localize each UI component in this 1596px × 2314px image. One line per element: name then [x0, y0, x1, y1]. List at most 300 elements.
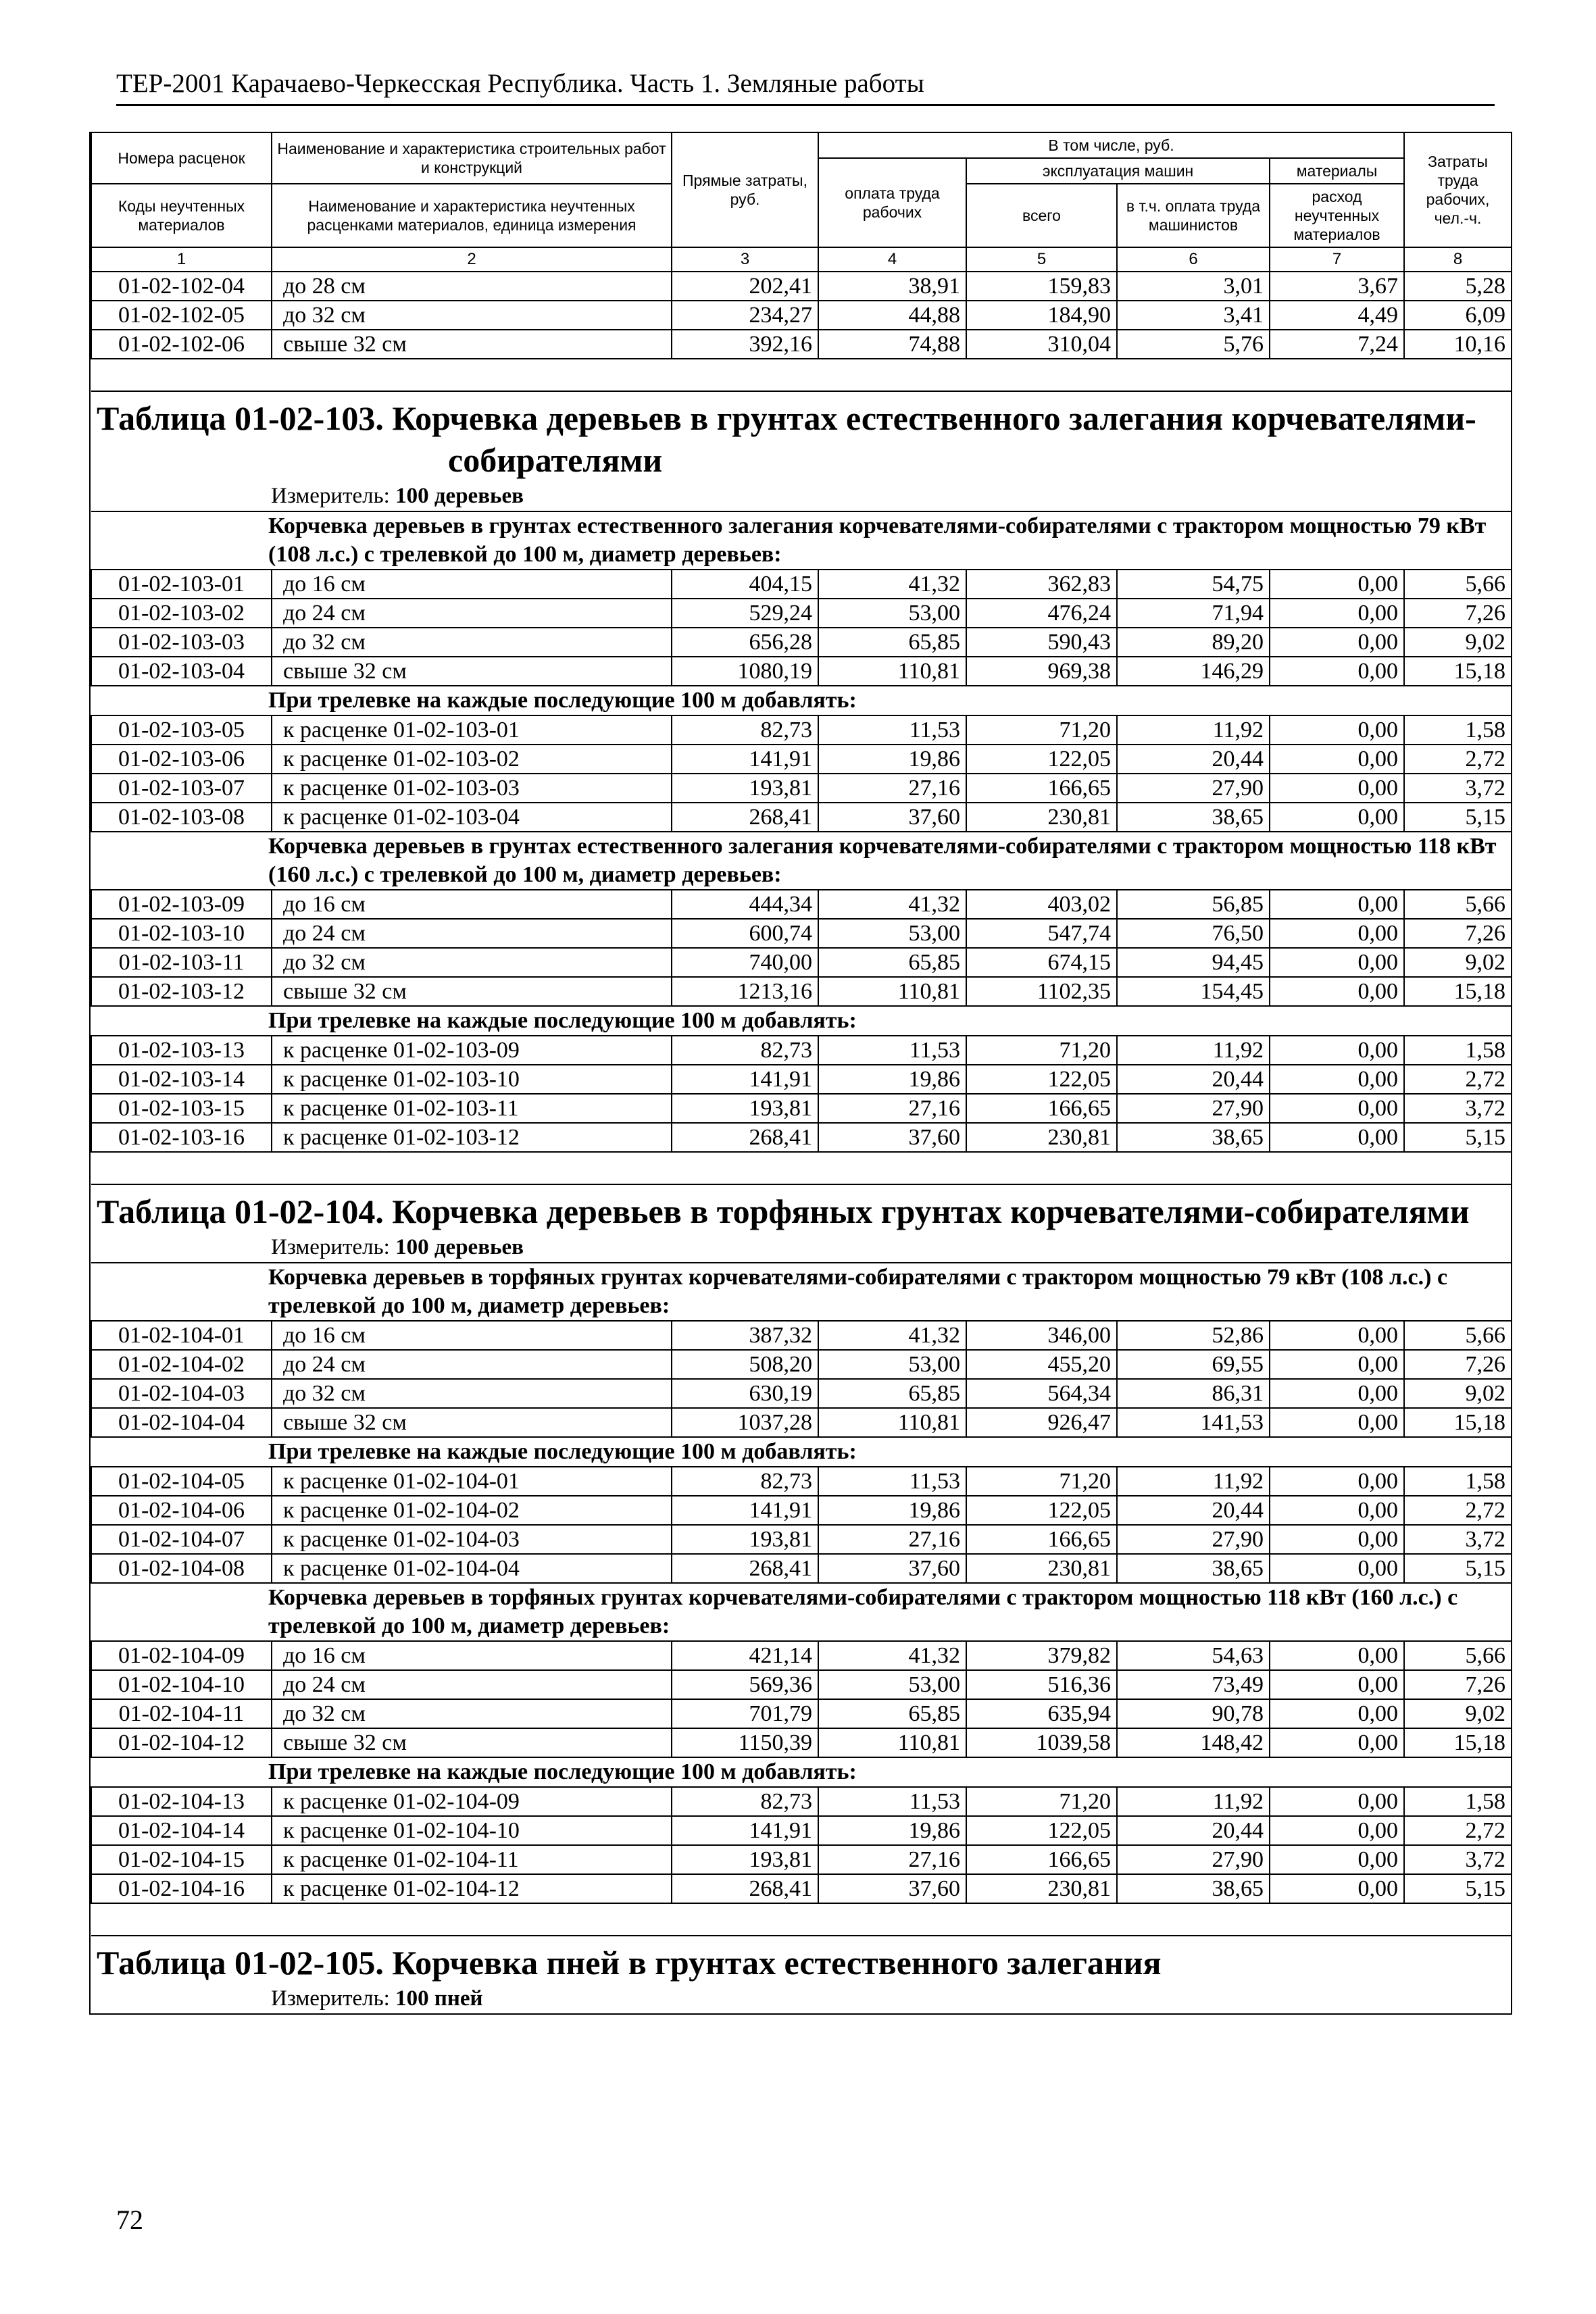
- cell-rate-code: 01-02-104-16: [91, 1874, 272, 1903]
- table-103-block: [91, 359, 1512, 570]
- cell-direct-costs: 193,81: [672, 1845, 818, 1874]
- cell-operator-pay: 20,44: [1117, 1496, 1270, 1525]
- col-header-material-consumption: расход неучтенных материалов: [1270, 184, 1404, 247]
- cell-labor-pay: 53,00: [818, 599, 966, 628]
- col-header-labor-pay: оплата труда рабочих: [818, 158, 966, 247]
- cell-materials: 0,00: [1270, 1845, 1404, 1874]
- cell-rate-code: 01-02-104-12: [91, 1728, 272, 1757]
- cell-work-name: до 24 см: [272, 919, 672, 948]
- cell-direct-costs: 141,91: [672, 1816, 818, 1845]
- cell-machines-total: 346,00: [966, 1321, 1117, 1350]
- cell-labor-hours: 5,15: [1404, 803, 1512, 832]
- cell-direct-costs: 268,41: [672, 803, 818, 832]
- cell-materials: 0,00: [1270, 628, 1404, 657]
- table-row: [91, 890, 1512, 919]
- cell-machines-total: 547,74: [966, 919, 1117, 948]
- cell-labor-pay: 65,85: [818, 1699, 966, 1728]
- cell-labor-pay: 65,85: [818, 628, 966, 657]
- cell-materials: 0,00: [1270, 1467, 1404, 1496]
- cell-operator-pay: 11,92: [1117, 1787, 1270, 1816]
- cell-machines-total: 674,15: [966, 948, 1117, 977]
- table-row: [91, 1728, 1512, 1757]
- table-row: [91, 628, 1512, 657]
- cell-direct-costs: 193,81: [672, 774, 818, 803]
- cell-labor-hours: 5,15: [1404, 1874, 1512, 1903]
- document-frame: [89, 132, 1512, 2015]
- table-row: [91, 1123, 1512, 1152]
- cell-labor-hours: 7,26: [1404, 1670, 1512, 1699]
- cell-work-name: свыше 32 см: [272, 1408, 672, 1437]
- cell-work-name: свыше 32 см: [272, 330, 672, 359]
- cell-materials: 0,00: [1270, 977, 1404, 1006]
- cell-materials: 0,00: [1270, 1554, 1404, 1583]
- table-104-unit: Измеритель: 100 деревьев: [271, 1235, 524, 1259]
- cell-labor-pay: 110,81: [818, 1728, 966, 1757]
- cell-direct-costs: 141,91: [672, 1496, 818, 1525]
- table-row: [91, 948, 1512, 977]
- cell-labor-hours: 15,18: [1404, 1408, 1512, 1437]
- cell-operator-pay: 20,44: [1117, 1065, 1270, 1094]
- cell-operator-pay: 73,49: [1117, 1670, 1270, 1699]
- table-row: [91, 657, 1512, 686]
- cell-labor-pay: 74,88: [818, 330, 966, 359]
- cell-work-name: к расценке 01-02-103-11: [272, 1094, 672, 1123]
- cell-labor-pay: 110,81: [818, 657, 966, 686]
- table-row: [91, 1845, 1512, 1874]
- cell-operator-pay: 11,92: [1117, 1036, 1270, 1065]
- cell-operator-pay: 11,92: [1117, 1467, 1270, 1496]
- cell-labor-hours: 15,18: [1404, 657, 1512, 686]
- cell-materials: 0,00: [1270, 1036, 1404, 1065]
- table-row: [91, 1641, 1512, 1670]
- cell-operator-pay: 69,55: [1117, 1350, 1270, 1379]
- section-heading: Корчевка деревьев в торфяных грунтах корчевателями-собирателями с трактором мощностью 79 кВт (108 л.с.) с трелевкой до 100 м, диаметр деревьев:: [91, 1263, 1512, 1321]
- cell-direct-costs: 508,20: [672, 1350, 818, 1379]
- cell-materials: 0,00: [1270, 1641, 1404, 1670]
- cell-work-name: к расценке 01-02-104-12: [272, 1874, 672, 1903]
- cell-operator-pay: 20,44: [1117, 1816, 1270, 1845]
- cell-direct-costs: 529,24: [672, 599, 818, 628]
- table-105-title: Таблица 01-02-105. Корчевка пней в грунтах естественного залегания: [97, 1944, 1162, 1982]
- cell-materials: 0,00: [1270, 1379, 1404, 1408]
- cell-direct-costs: 569,36: [672, 1670, 818, 1699]
- table-row: [91, 919, 1512, 948]
- cell-work-name: к расценке 01-02-103-10: [272, 1065, 672, 1094]
- cell-labor-pay: 37,60: [818, 1123, 966, 1152]
- cell-machines-total: 1039,58: [966, 1728, 1117, 1757]
- cell-work-name: до 16 см: [272, 570, 672, 599]
- cell-rate-code: 01-02-104-15: [91, 1845, 272, 1874]
- cell-direct-costs: 82,73: [672, 1787, 818, 1816]
- cell-work-name: свыше 32 см: [272, 657, 672, 686]
- cell-labor-pay: 27,16: [818, 1525, 966, 1554]
- col-number: 8: [1404, 247, 1512, 272]
- table-row: [91, 1874, 1512, 1903]
- cell-rate-code: 01-02-104-01: [91, 1321, 272, 1350]
- cell-work-name: до 24 см: [272, 1350, 672, 1379]
- cell-materials: 0,00: [1270, 1787, 1404, 1816]
- cell-materials: 0,00: [1270, 1321, 1404, 1350]
- cell-machines-total: 635,94: [966, 1699, 1117, 1728]
- cell-machines-total: 71,20: [966, 1467, 1117, 1496]
- cell-work-name: к расценке 01-02-103-09: [272, 1036, 672, 1065]
- cell-labor-pay: 53,00: [818, 919, 966, 948]
- table-row: [91, 570, 1512, 599]
- cell-rate-code: 01-02-103-01: [91, 570, 272, 599]
- cell-machines-total: 310,04: [966, 330, 1117, 359]
- cell-work-name: к расценке 01-02-103-01: [272, 715, 672, 745]
- cell-materials: 7,24: [1270, 330, 1404, 359]
- table-row: [91, 745, 1512, 774]
- col-number: 4: [818, 247, 966, 272]
- section-heading: При трелевке на каждые последующие 100 м добавлять:: [91, 686, 1512, 715]
- cell-labor-hours: 7,26: [1404, 1350, 1512, 1379]
- table-row: [91, 803, 1512, 832]
- cell-direct-costs: 404,15: [672, 570, 818, 599]
- cell-materials: 0,00: [1270, 1699, 1404, 1728]
- cell-materials: 4,49: [1270, 301, 1404, 330]
- cell-machines-total: 564,34: [966, 1379, 1117, 1408]
- cell-direct-costs: 234,27: [672, 301, 818, 330]
- cell-labor-hours: 2,72: [1404, 1816, 1512, 1845]
- cell-rate-code: 01-02-102-04: [91, 272, 272, 301]
- table-row: [91, 1350, 1512, 1379]
- cell-rate-code: 01-02-104-14: [91, 1816, 272, 1845]
- cell-labor-hours: 3,72: [1404, 1094, 1512, 1123]
- cell-operator-pay: 71,94: [1117, 599, 1270, 628]
- cell-labor-pay: 11,53: [818, 715, 966, 745]
- cell-labor-hours: 9,02: [1404, 628, 1512, 657]
- cell-materials: 0,00: [1270, 1123, 1404, 1152]
- cell-operator-pay: 38,65: [1117, 1123, 1270, 1152]
- cell-work-name: до 32 см: [272, 301, 672, 330]
- table-row: [91, 1787, 1512, 1816]
- cell-labor-hours: 5,15: [1404, 1554, 1512, 1583]
- section-heading: При трелевке на каждые последующие 100 м добавлять:: [91, 1006, 1512, 1036]
- cell-rate-code: 01-02-103-10: [91, 919, 272, 948]
- col-header-machines-total: всего: [966, 184, 1117, 247]
- cell-machines-total: 230,81: [966, 1123, 1117, 1152]
- column-numbers-row: [91, 247, 1512, 272]
- cell-rate-code: 01-02-104-13: [91, 1787, 272, 1816]
- table-row: [91, 715, 1512, 745]
- cell-work-name: к расценке 01-02-104-04: [272, 1554, 672, 1583]
- col-header-machines: эксплуатация машин: [966, 158, 1270, 184]
- table-row: [91, 1525, 1512, 1554]
- cell-rate-code: 01-02-103-14: [91, 1065, 272, 1094]
- cell-work-name: к расценке 01-02-104-03: [272, 1525, 672, 1554]
- table-row: [91, 774, 1512, 803]
- cell-work-name: к расценке 01-02-103-03: [272, 774, 672, 803]
- table-105-unit: Измеритель: 100 пней: [271, 1986, 483, 2011]
- cell-machines-total: 1102,35: [966, 977, 1117, 1006]
- cell-direct-costs: 268,41: [672, 1123, 818, 1152]
- cell-work-name: к расценке 01-02-103-12: [272, 1123, 672, 1152]
- cell-rate-code: 01-02-104-06: [91, 1496, 272, 1525]
- cell-labor-pay: 41,32: [818, 1321, 966, 1350]
- cell-materials: 0,00: [1270, 1094, 1404, 1123]
- cell-labor-hours: 3,72: [1404, 1845, 1512, 1874]
- cell-labor-hours: 1,58: [1404, 1036, 1512, 1065]
- cell-work-name: до 32 см: [272, 1379, 672, 1408]
- table-row: [91, 1065, 1512, 1094]
- cell-work-name: до 24 см: [272, 1670, 672, 1699]
- cell-rate-code: 01-02-103-13: [91, 1036, 272, 1065]
- cell-labor-pay: 44,88: [818, 301, 966, 330]
- cell-direct-costs: 82,73: [672, 1467, 818, 1496]
- cell-operator-pay: 20,44: [1117, 745, 1270, 774]
- cell-direct-costs: 82,73: [672, 715, 818, 745]
- table-row: [91, 1496, 1512, 1525]
- cell-labor-hours: 5,66: [1404, 1321, 1512, 1350]
- cell-rate-code: 01-02-103-05: [91, 715, 272, 745]
- cell-labor-hours: 9,02: [1404, 1699, 1512, 1728]
- cell-direct-costs: 387,32: [672, 1321, 818, 1350]
- cell-labor-pay: 37,60: [818, 1874, 966, 1903]
- table-row: [91, 1816, 1512, 1845]
- col-number: 6: [1117, 247, 1270, 272]
- table-105-block: [91, 1903, 1512, 2013]
- cell-work-name: до 32 см: [272, 1699, 672, 1728]
- cell-operator-pay: 89,20: [1117, 628, 1270, 657]
- table-104-title: Таблица 01-02-104. Корчевка деревьев в торфяных грунтах корчевателями-собирателями: [97, 1192, 1470, 1230]
- cell-materials: 0,00: [1270, 1670, 1404, 1699]
- col-header-rate-numbers: Номера расценок: [91, 132, 272, 184]
- cell-materials: 0,00: [1270, 774, 1404, 803]
- col-number: 5: [966, 247, 1117, 272]
- cell-operator-pay: 148,42: [1117, 1728, 1270, 1757]
- cell-materials: 0,00: [1270, 1496, 1404, 1525]
- page-number: 72: [116, 2205, 143, 2235]
- cell-materials: 0,00: [1270, 1728, 1404, 1757]
- cell-labor-pay: 37,60: [818, 1554, 966, 1583]
- cell-machines-total: 184,90: [966, 301, 1117, 330]
- cell-machines-total: 926,47: [966, 1408, 1117, 1437]
- cell-labor-pay: 11,53: [818, 1467, 966, 1496]
- table-row: [91, 1699, 1512, 1728]
- cell-materials: 0,00: [1270, 919, 1404, 948]
- cell-rate-code: 01-02-103-09: [91, 890, 272, 919]
- page-header: ТЕР-2001 Карачаево-Черкесская Республика. Часть 1. Земляные работы: [116, 68, 1495, 106]
- table-header: [91, 132, 1512, 272]
- cell-direct-costs: 193,81: [672, 1525, 818, 1554]
- cell-rate-code: 01-02-102-06: [91, 330, 272, 359]
- col-number: 7: [1270, 247, 1404, 272]
- cell-machines-total: 362,83: [966, 570, 1117, 599]
- cell-operator-pay: 56,85: [1117, 890, 1270, 919]
- col-header-material-names: Наименование и характеристика неучтенных расценками материалов, единица измерения: [272, 184, 672, 247]
- cell-rate-code: 01-02-104-07: [91, 1525, 272, 1554]
- col-header-direct-costs: Прямые затраты, руб.: [672, 132, 818, 247]
- cell-direct-costs: 600,74: [672, 919, 818, 948]
- cell-work-name: до 24 см: [272, 599, 672, 628]
- cell-labor-hours: 5,66: [1404, 1641, 1512, 1670]
- cell-rate-code: 01-02-103-06: [91, 745, 272, 774]
- cell-rate-code: 01-02-104-04: [91, 1408, 272, 1437]
- table-row: [91, 1408, 1512, 1437]
- cell-direct-costs: 421,14: [672, 1641, 818, 1670]
- cell-machines-total: 230,81: [966, 1874, 1117, 1903]
- cell-labor-hours: 6,09: [1404, 301, 1512, 330]
- cell-operator-pay: 3,41: [1117, 301, 1270, 330]
- cell-operator-pay: 52,86: [1117, 1321, 1270, 1350]
- cell-labor-pay: 65,85: [818, 948, 966, 977]
- cell-machines-total: 590,43: [966, 628, 1117, 657]
- section-heading: При трелевке на каждые последующие 100 м добавлять:: [91, 1757, 1512, 1787]
- section-heading: При трелевке на каждые последующие 100 м добавлять:: [91, 1437, 1512, 1467]
- cell-rate-code: 01-02-103-07: [91, 774, 272, 803]
- cell-machines-total: 122,05: [966, 1496, 1117, 1525]
- col-header-labor-hours: Затраты труда рабочих, чел.-ч.: [1404, 132, 1512, 247]
- cell-work-name: до 16 см: [272, 1321, 672, 1350]
- cell-operator-pay: 54,75: [1117, 570, 1270, 599]
- table-row: [91, 272, 1512, 301]
- cell-direct-costs: 141,91: [672, 745, 818, 774]
- cell-direct-costs: 740,00: [672, 948, 818, 977]
- cell-machines-total: 516,36: [966, 1670, 1117, 1699]
- cell-labor-hours: 7,26: [1404, 919, 1512, 948]
- table-row: [91, 1094, 1512, 1123]
- cell-materials: 3,67: [1270, 272, 1404, 301]
- cell-rate-code: 01-02-104-11: [91, 1699, 272, 1728]
- cell-direct-costs: 193,81: [672, 1094, 818, 1123]
- cell-rate-code: 01-02-104-05: [91, 1467, 272, 1496]
- cell-labor-hours: 1,58: [1404, 1467, 1512, 1496]
- cell-labor-hours: 2,72: [1404, 745, 1512, 774]
- cell-work-name: до 32 см: [272, 628, 672, 657]
- cell-materials: 0,00: [1270, 1525, 1404, 1554]
- cell-labor-hours: 9,02: [1404, 948, 1512, 977]
- cell-materials: 0,00: [1270, 745, 1404, 774]
- cell-direct-costs: 392,16: [672, 330, 818, 359]
- cell-rate-code: 01-02-103-02: [91, 599, 272, 628]
- col-number: 3: [672, 247, 818, 272]
- cell-labor-hours: 9,02: [1404, 1379, 1512, 1408]
- table-row: [91, 599, 1512, 628]
- cell-labor-pay: 19,86: [818, 1065, 966, 1094]
- cell-work-name: до 28 см: [272, 272, 672, 301]
- cell-rate-code: 01-02-104-08: [91, 1554, 272, 1583]
- cell-labor-pay: 53,00: [818, 1350, 966, 1379]
- cell-rate-code: 01-02-103-04: [91, 657, 272, 686]
- cell-work-name: к расценке 01-02-104-11: [272, 1845, 672, 1874]
- cell-direct-costs: 444,34: [672, 890, 818, 919]
- cell-rate-code: 01-02-104-02: [91, 1350, 272, 1379]
- cell-operator-pay: 27,90: [1117, 1094, 1270, 1123]
- cell-labor-pay: 38,91: [818, 272, 966, 301]
- cell-machines-total: 122,05: [966, 745, 1117, 774]
- cell-labor-pay: 19,86: [818, 745, 966, 774]
- cell-materials: 0,00: [1270, 1350, 1404, 1379]
- col-number: 1: [91, 247, 272, 272]
- table-row: [91, 1554, 1512, 1583]
- cell-labor-pay: 41,32: [818, 570, 966, 599]
- cell-machines-total: 122,05: [966, 1816, 1117, 1845]
- cell-labor-hours: 3,72: [1404, 774, 1512, 803]
- table-row: [91, 1036, 1512, 1065]
- cell-direct-costs: 268,41: [672, 1554, 818, 1583]
- cell-rate-code: 01-02-103-16: [91, 1123, 272, 1152]
- cell-direct-costs: 1037,28: [672, 1408, 818, 1437]
- col-header-materials: материалы: [1270, 158, 1404, 184]
- cell-labor-pay: 37,60: [818, 803, 966, 832]
- cell-work-name: к расценке 01-02-103-04: [272, 803, 672, 832]
- cell-work-name: до 16 см: [272, 890, 672, 919]
- col-header-work-name: Наименование и характеристика строительных работ и конструкций: [272, 132, 672, 184]
- cell-operator-pay: 27,90: [1117, 1525, 1270, 1554]
- rates-table: [91, 132, 1512, 2013]
- col-header-material-codes: Коды неучтенных материалов: [91, 184, 272, 247]
- cell-direct-costs: 701,79: [672, 1699, 818, 1728]
- cell-machines-total: 476,24: [966, 599, 1117, 628]
- table-row: [91, 1321, 1512, 1350]
- cell-rate-code: 01-02-102-05: [91, 301, 272, 330]
- section-heading: Корчевка деревьев в грунтах естественного залегания корчевателями-собирателями с трактором мощностью 79 кВт (108 л.с.) с трелевкой до 100 м, диаметр деревьев:: [91, 511, 1512, 570]
- table-row: [91, 1670, 1512, 1699]
- cell-direct-costs: 268,41: [672, 1874, 818, 1903]
- cell-machines-total: 71,20: [966, 715, 1117, 745]
- cell-labor-pay: 27,16: [818, 1094, 966, 1123]
- col-header-operator-pay: в т.ч. оплата труда машинистов: [1117, 184, 1270, 247]
- cell-work-name: к расценке 01-02-104-09: [272, 1787, 672, 1816]
- cell-labor-hours: 2,72: [1404, 1065, 1512, 1094]
- cell-direct-costs: 141,91: [672, 1065, 818, 1094]
- cell-direct-costs: 82,73: [672, 1036, 818, 1065]
- table-103-unit: Измеритель: 100 деревьев: [271, 484, 524, 508]
- cell-machines-total: 122,05: [966, 1065, 1117, 1094]
- cell-work-name: к расценке 01-02-103-02: [272, 745, 672, 774]
- cell-labor-hours: 5,28: [1404, 272, 1512, 301]
- cell-machines-total: 230,81: [966, 1554, 1117, 1583]
- cell-rate-code: 01-02-103-15: [91, 1094, 272, 1123]
- cell-work-name: свыше 32 см: [272, 1728, 672, 1757]
- cell-materials: 0,00: [1270, 890, 1404, 919]
- cell-direct-costs: 1213,16: [672, 977, 818, 1006]
- cell-labor-pay: 11,53: [818, 1787, 966, 1816]
- cell-machines-total: 166,65: [966, 1094, 1117, 1123]
- cell-labor-pay: 110,81: [818, 1408, 966, 1437]
- cell-machines-total: 166,65: [966, 1845, 1117, 1874]
- cell-operator-pay: 86,31: [1117, 1379, 1270, 1408]
- cell-machines-total: 969,38: [966, 657, 1117, 686]
- cell-work-name: к расценке 01-02-104-02: [272, 1496, 672, 1525]
- cell-operator-pay: 3,01: [1117, 272, 1270, 301]
- cell-labor-hours: 5,66: [1404, 570, 1512, 599]
- section-heading: Корчевка деревьев в торфяных грунтах корчевателями-собирателями с трактором мощностью 118 кВт (160 л.с.) с трелевкой до 100 м, диаметр деревьев:: [91, 1583, 1512, 1641]
- cell-labor-pay: 110,81: [818, 977, 966, 1006]
- cell-rate-code: 01-02-103-08: [91, 803, 272, 832]
- cell-operator-pay: 154,45: [1117, 977, 1270, 1006]
- table-row: [91, 301, 1512, 330]
- cell-direct-costs: 1150,39: [672, 1728, 818, 1757]
- cell-labor-hours: 2,72: [1404, 1496, 1512, 1525]
- cell-rate-code: 01-02-103-11: [91, 948, 272, 977]
- cell-materials: 0,00: [1270, 657, 1404, 686]
- cell-work-name: свыше 32 см: [272, 977, 672, 1006]
- cell-machines-total: 403,02: [966, 890, 1117, 919]
- cell-operator-pay: 27,90: [1117, 1845, 1270, 1874]
- cell-labor-pay: 27,16: [818, 774, 966, 803]
- cell-materials: 0,00: [1270, 1874, 1404, 1903]
- cell-operator-pay: 38,65: [1117, 1874, 1270, 1903]
- col-number: 2: [272, 247, 672, 272]
- cell-materials: 0,00: [1270, 1065, 1404, 1094]
- cell-machines-total: 166,65: [966, 774, 1117, 803]
- cell-direct-costs: 202,41: [672, 272, 818, 301]
- cell-direct-costs: 630,19: [672, 1379, 818, 1408]
- cell-operator-pay: 27,90: [1117, 774, 1270, 803]
- cell-materials: 0,00: [1270, 1816, 1404, 1845]
